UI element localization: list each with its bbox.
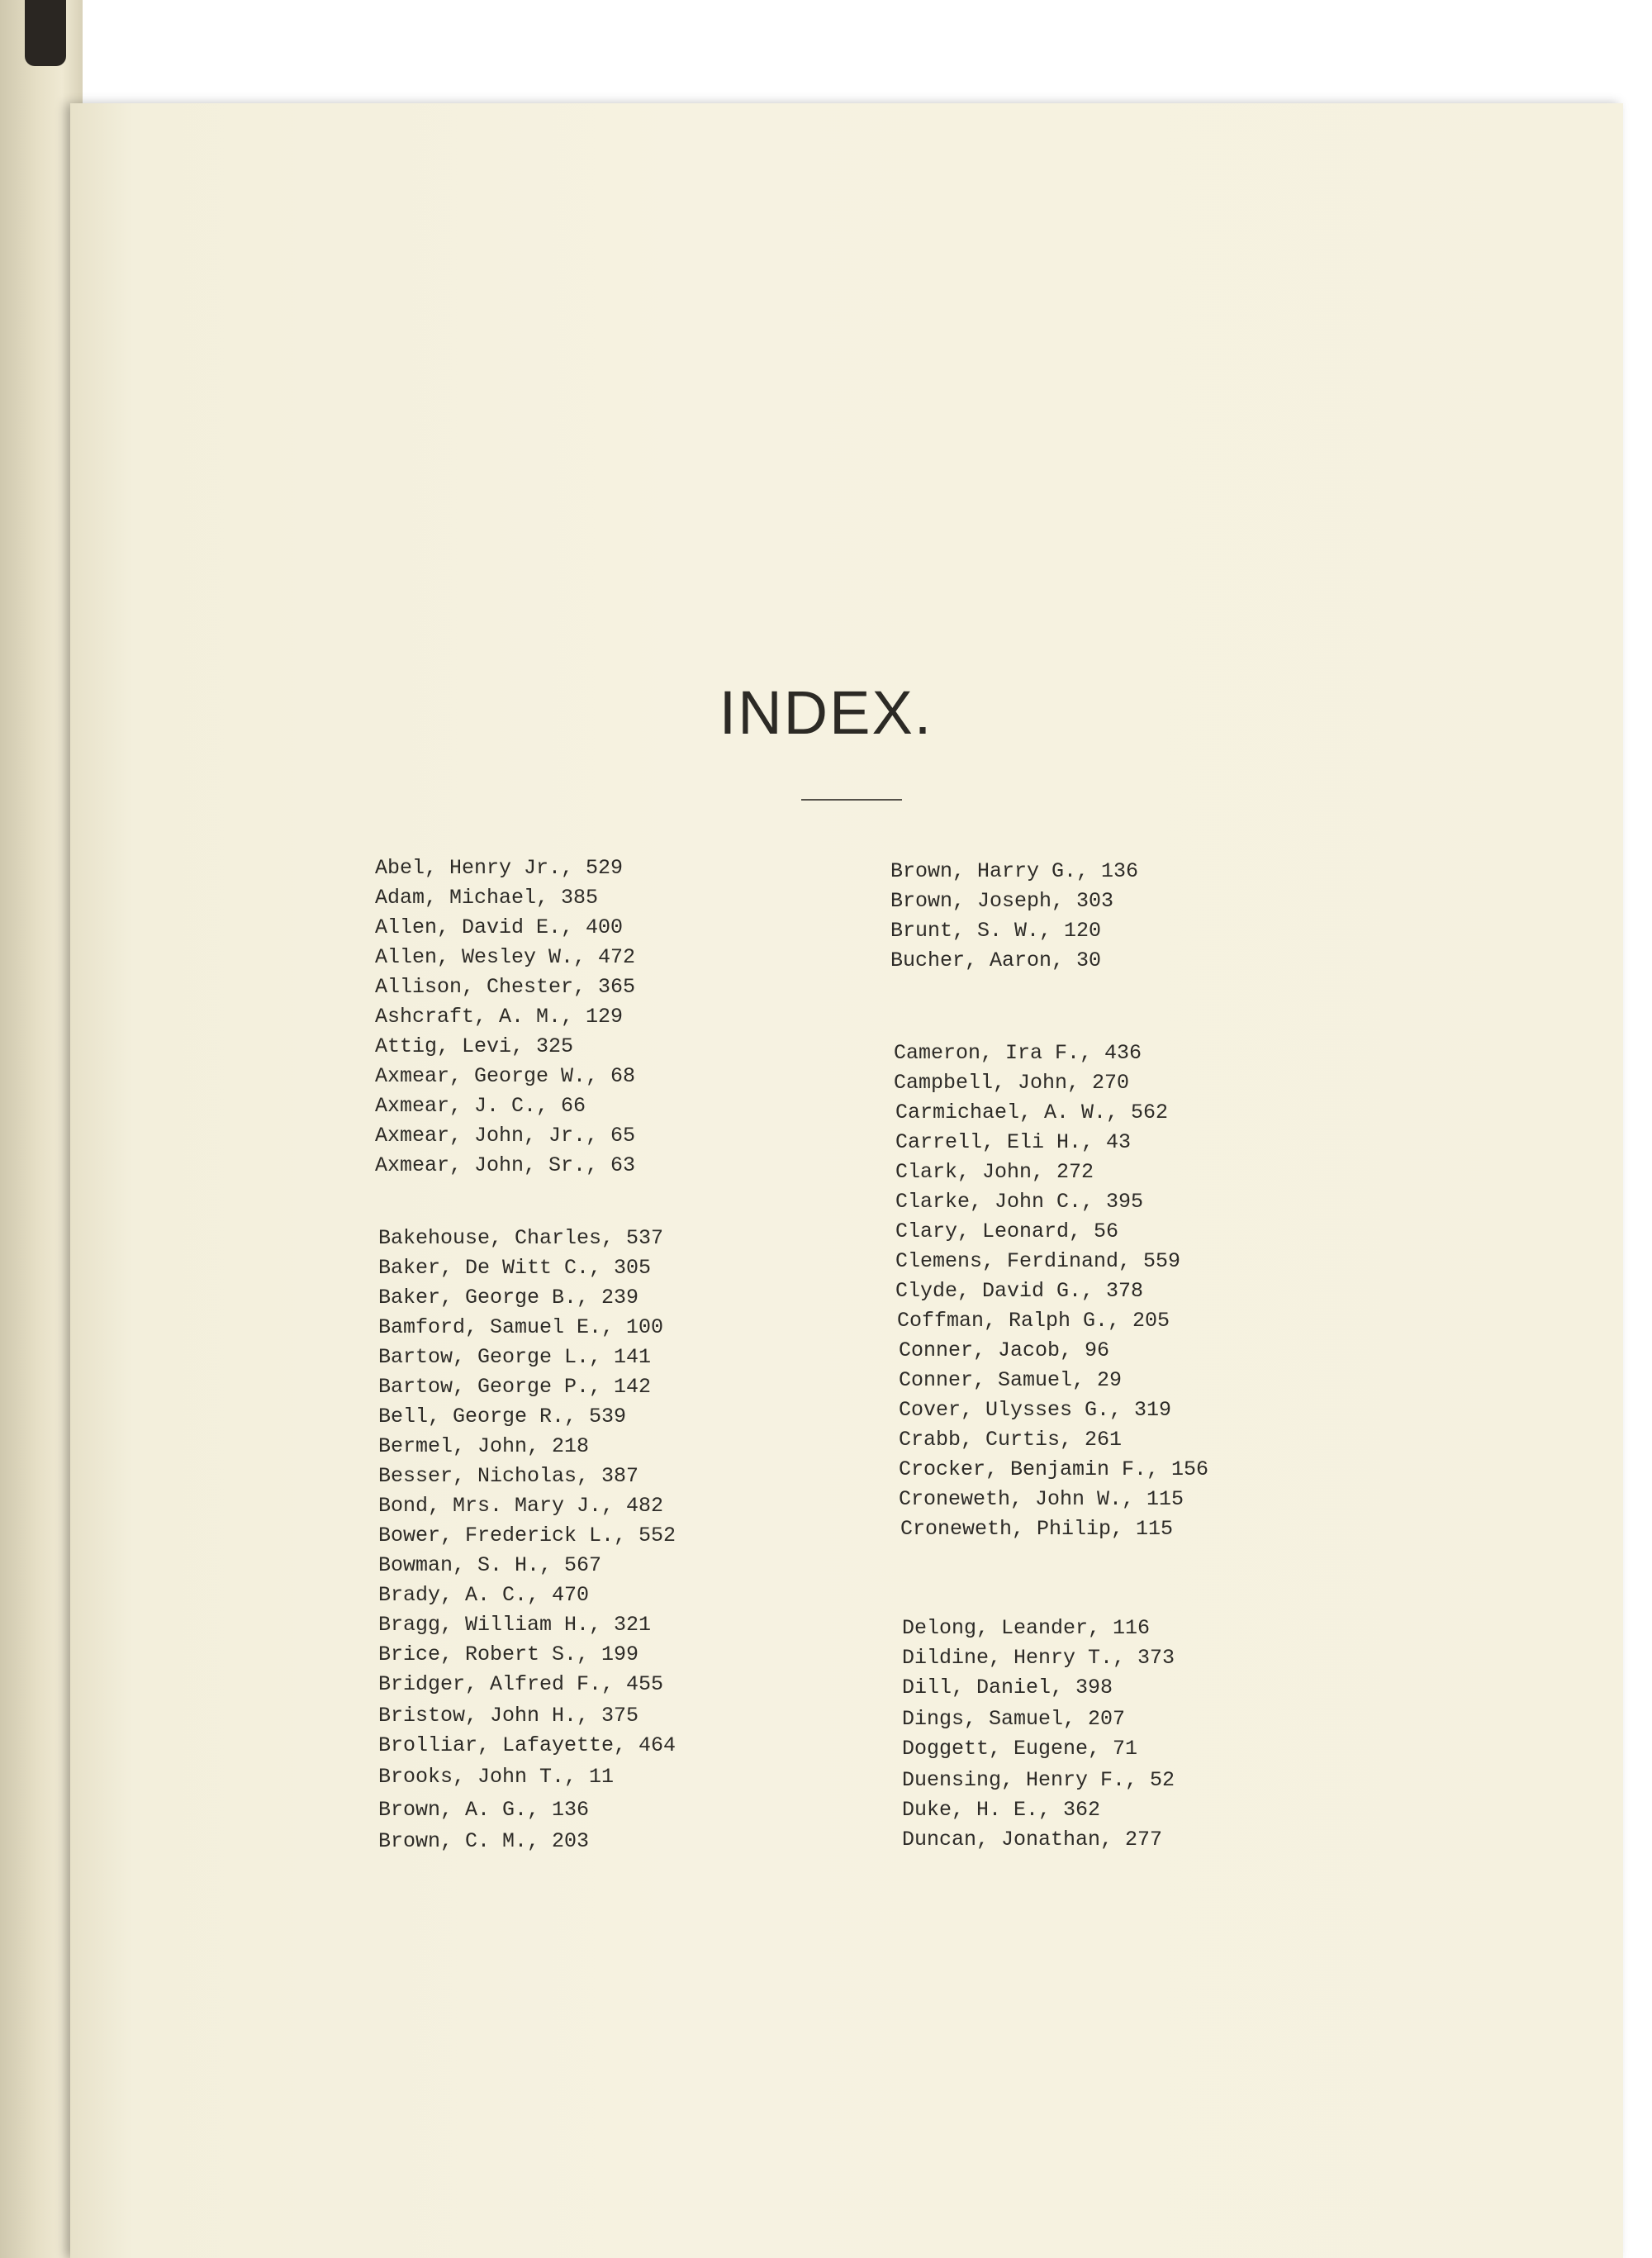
index-entry: Delong, Leander, 116 [902,1616,1151,1640]
index-entry: Ashcraft, A. M., 129 [375,1005,624,1029]
index-entry: Allen, David E., 400 [375,915,624,939]
index-entry: Conner, Jacob, 96 [899,1338,1110,1362]
index-entry: Brady, A. C., 470 [378,1583,590,1607]
index-entry: Brunt, S. W., 120 [890,919,1102,943]
index-entry: Croneweth, Philip, 115 [900,1517,1174,1541]
index-entry: Clyde, David G., 378 [895,1279,1144,1303]
index-entry: Bridger, Alfred F., 455 [378,1672,664,1696]
index-entry: Clemens, Ferdinand, 559 [895,1249,1181,1273]
index-entry: Bristow, John H., 375 [378,1704,639,1728]
index-entry: Brown, Harry G., 136 [890,859,1139,883]
index-entry: Brooks, John T., 11 [378,1765,615,1789]
index-entry: Brown, C. M., 203 [378,1829,590,1853]
index-entry: Bucher, Aaron, 30 [890,948,1102,972]
page-title: INDEX. [719,678,933,747]
index-entry: Axmear, J. C., 66 [375,1094,586,1118]
index-entry: Attig, Levi, 325 [375,1034,574,1058]
index-entry: Bowman, S. H., 567 [378,1553,602,1577]
index-entry: Brown, A. G., 136 [378,1798,590,1822]
index-entry: Clary, Leonard, 56 [895,1219,1119,1243]
index-entry: Axmear, John, Jr., 65 [375,1124,636,1148]
index-entry: Abel, Henry Jr., 529 [375,856,624,880]
index-entry: Carmichael, A. W., 562 [895,1100,1169,1124]
index-entry: Dill, Daniel, 398 [902,1676,1113,1699]
index-entry: Bond, Mrs. Mary J., 482 [378,1494,664,1518]
index-entry: Duke, H. E., 362 [902,1798,1101,1822]
index-entry: Coffman, Ralph G., 205 [897,1309,1170,1333]
index-entry: Bragg, William H., 321 [378,1613,652,1637]
index-entry: Duensing, Henry F., 52 [902,1768,1175,1792]
index-entry: Doggett, Eugene, 71 [902,1737,1138,1761]
index-entry: Bell, George R., 539 [378,1405,627,1428]
index-entry: Bakehouse, Charles, 537 [378,1226,664,1250]
index-entry: Bermel, John, 218 [378,1434,590,1458]
index-entry: Duncan, Jonathan, 277 [902,1828,1163,1852]
index-entry: Adam, Michael, 385 [375,886,599,910]
index-entry: Crabb, Curtis, 261 [899,1428,1123,1452]
index-entry: Cover, Ulysses G., 319 [899,1398,1172,1422]
index-entry: Besser, Nicholas, 387 [378,1464,639,1488]
index-entry: Bamford, Samuel E., 100 [378,1315,664,1339]
index-entry: Clarke, John C., 395 [895,1190,1144,1214]
index-entry: Bartow, George L., 141 [378,1345,652,1369]
index-entry: Cameron, Ira F., 436 [894,1041,1142,1065]
index-entry: Axmear, George W., 68 [375,1064,636,1088]
index-entry: Allison, Chester, 365 [375,975,636,999]
index-entry: Axmear, John, Sr., 63 [375,1153,636,1177]
index-entry: Brolliar, Lafayette, 464 [378,1733,676,1757]
index-entry: Brice, Robert S., 199 [378,1642,639,1666]
index-entry: Dildine, Henry T., 373 [902,1646,1175,1670]
book-cover-edge [25,0,66,66]
book-page [70,103,1623,2258]
index-entry: Bartow, George P., 142 [378,1375,652,1399]
index-entry: Campbell, John, 270 [894,1071,1130,1095]
index-entry: Croneweth, John W., 115 [899,1487,1184,1511]
index-entry: Bower, Frederick L., 552 [378,1524,676,1547]
index-entry: Crocker, Benjamin F., 156 [899,1457,1209,1481]
index-entry: Carrell, Eli H., 43 [895,1130,1132,1154]
index-entry: Conner, Samuel, 29 [899,1368,1123,1392]
index-entry: Brown, Joseph, 303 [890,889,1114,913]
index-entry: Clark, John, 272 [895,1160,1094,1184]
index-entry: Baker, George B., 239 [378,1286,639,1310]
index-entry: Baker, De Witt C., 305 [378,1256,652,1280]
index-entry: Dings, Samuel, 207 [902,1707,1126,1731]
title-divider [801,799,902,801]
index-entry: Allen, Wesley W., 472 [375,945,636,969]
